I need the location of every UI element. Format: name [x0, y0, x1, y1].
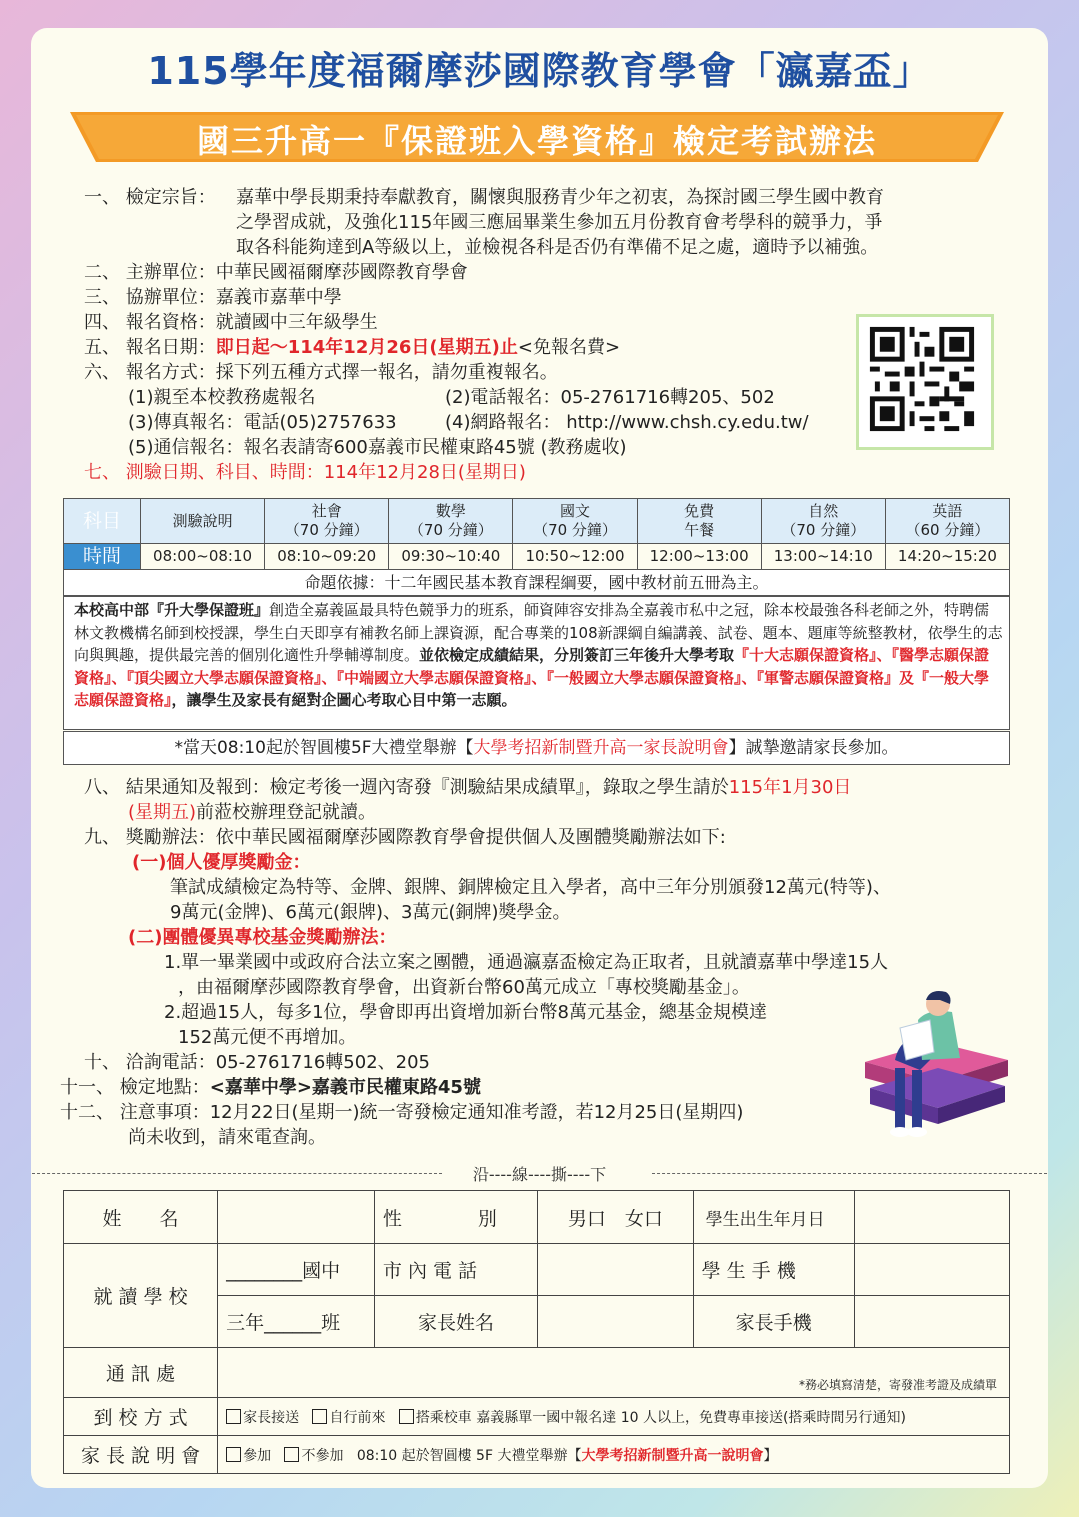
form-row-name — [64, 1191, 1010, 1244]
time-header: 時間 — [64, 544, 141, 570]
registration-form — [63, 1190, 1010, 1474]
parent-name-field[interactable] — [538, 1296, 693, 1348]
subject-header: 科目 — [64, 499, 141, 544]
reward-group-4: 152萬元便不再增加。 — [178, 1027, 357, 1048]
cut-dash-right — [652, 1173, 1047, 1174]
birth-label: 學生出生年月日 — [693, 1191, 854, 1244]
checkbox-not-attend[interactable] — [284, 1447, 299, 1462]
section-10: 十、 洽詢電話：05-2761716轉502、205 — [84, 1052, 430, 1073]
reward-group-1: 1.單一畢業國中或政府合法立案之團體，通過瀛嘉盃檢定為正取者，且就讀嘉華中學達15人 — [164, 952, 889, 973]
form-row-transport — [64, 1398, 1010, 1436]
time-cell: 08:00~08:10 — [141, 544, 265, 570]
transport-label: 到 校 方 式 — [64, 1398, 218, 1436]
basis-row — [64, 570, 1010, 596]
home-phone-label: 市 內 電 話 — [374, 1244, 537, 1296]
qr-code[interactable] — [856, 314, 994, 450]
address-field[interactable] — [218, 1348, 1010, 1398]
checkbox-attend[interactable] — [226, 1447, 241, 1462]
poster-title: 115學年度福爾摩莎國際教育學會「瀛嘉盃」 — [147, 49, 932, 93]
section-2: 二、 主辦單位：中華民國福爾摩莎國際教育學會 — [84, 262, 468, 283]
section-1-label: 一、 檢定宗旨： — [84, 187, 216, 208]
home-phone-field[interactable] — [538, 1244, 693, 1296]
time-cell: 13:00~14:10 — [761, 544, 885, 570]
time-row — [64, 544, 1010, 570]
cut-line-label: 沿----線----撕----下 — [472, 1165, 607, 1184]
reg-method-4[interactable]: (4)網路報名： http://www.chsh.cy.edu.tw/ — [445, 412, 809, 433]
reg-method-2: (2)電話報名：05-2761716轉205、502 — [445, 387, 775, 408]
checkbox-self-arrive[interactable] — [312, 1409, 327, 1424]
reg-method-1: (1)親至本校教務處報名 — [128, 387, 316, 408]
birth-field[interactable] — [854, 1191, 1009, 1244]
school-label: 就 讀 學 校 — [64, 1244, 218, 1348]
address-note: *務必填寫清楚，寄發准考證及成績單 — [798, 1378, 997, 1392]
briefing-label: 家 長 說 明 會 — [64, 1436, 218, 1474]
subject-cell: 英語 （60 分鐘） — [885, 499, 1009, 544]
subject-cell: 免費 午餐 — [637, 499, 761, 544]
school-name-field[interactable]: ________國中 — [218, 1244, 375, 1296]
section-4: 四、 報名資格：就讀國中三年級學生 — [84, 312, 378, 333]
section-12-cont: 尚未收到，請來電查詢。 — [128, 1127, 326, 1148]
time-cell: 10:50~12:00 — [513, 544, 637, 570]
cut-line — [32, 1162, 1047, 1186]
promo-box: 本校高中部『升大學保證班』創造全嘉義區最具特色競爭力的班系，師資陣容安排為全嘉義市私中之冠，除本校最強各科老師之外，特聘儒林文教機構名師到校授課，學生白天即享有補教名師上課資源，配合專業的108新課綱自編講義、試卷、題本、題庫等統整教材，依學生的志向與興趣，提供最完善的個別化適性升學輔導制度。並依檢定成績結果，分別簽訂三年後升大學考取『十大志願保證資格』、『醫學志願保證資格』、『頂尖國立大學志願保證資格』、『中端國立大學志願保證資格』、『一般國立大學志願保證資格』、『軍警志願保證資格』及『一般大學志願保證資格』，讓學生及家長有絕對企圖心考取心目中第一志願。 — [63, 596, 1010, 730]
subject-cell: 國文 （70 分鐘） — [513, 499, 637, 544]
section-6: 六、 報名方式：採下列五種方式擇一報名，請勿重複報名。 — [84, 362, 558, 383]
section-1-line2: 之學習成就，及強化115年國三應屆畢業生參加五月份教育會考學科的競爭力，爭 — [236, 212, 883, 233]
time-cell: 09:30~10:40 — [389, 544, 513, 570]
exam-schedule-table — [63, 498, 1010, 596]
subject-cell: 自然 （70 分鐘） — [761, 499, 885, 544]
parent-mobile-label: 家長手機 — [693, 1296, 854, 1348]
section-11: 十一、 檢定地點：<嘉華中學>嘉義市民權東路45號 — [60, 1077, 481, 1098]
student-reading-illustration — [860, 990, 1010, 1150]
reg-method-5: (5)通信報名：報名表請寄600嘉義市民權東路45號 (教務處收) — [128, 437, 627, 458]
title-banner — [70, 112, 1004, 162]
address-label: 通 訊 處 — [64, 1348, 218, 1398]
reward-group-title: (二)團體優異專校基金獎勵辦法： — [128, 927, 397, 948]
section-1-line3: 取各科能夠達到A等級以上，並檢視各科是否仍有準備不足之處，適時予以補強。 — [236, 237, 879, 258]
reward-individual-1: 筆試成績檢定為特等、金牌、銀牌、銅牌檢定且入學者，高中三年分別頒發12萬元(特等)、 — [170, 877, 891, 898]
mobile-field[interactable] — [854, 1244, 1009, 1296]
section-5: 五、 報名日期：即日起～114年12月26日(星期五)止<免報名費> — [84, 337, 621, 358]
form-row-briefing — [64, 1436, 1010, 1474]
parent-mobile-field[interactable] — [854, 1296, 1009, 1348]
time-cell: 14:20~15:20 — [885, 544, 1009, 570]
gender-options[interactable]: 男口 女口 — [538, 1191, 693, 1244]
name-label: 姓 名 — [64, 1191, 218, 1244]
name-field[interactable] — [218, 1191, 375, 1244]
gender-label: 性 別 — [374, 1191, 537, 1244]
checkbox-parent-pickup[interactable] — [226, 1409, 241, 1424]
reward-group-3: 2.超過15人，每多1位，學會即再出資增加新台幣8萬元基金，總基金規模達 — [164, 1002, 767, 1023]
subject-row — [64, 499, 1010, 544]
checkbox-school-bus[interactable] — [399, 1409, 414, 1424]
section-12: 十二、 注意事項：12月22日(星期一)統一寄發檢定通知准考證，若12月25日(星期四) — [60, 1102, 744, 1123]
briefing-options: 參加 不參加 08:10 起於智圓樓 5F 大禮堂舉辦【大學考招新制暨升高一說明會】 — [218, 1436, 1010, 1474]
subject-cell: 社會 （70 分鐘） — [265, 499, 389, 544]
section-1-line1: 嘉華中學長期秉持奉獻教育，關懷與服務青少年之初衷，為探討國三學生國中教育 — [236, 187, 884, 208]
form-row-school — [64, 1244, 1010, 1296]
class-field[interactable]: 三年______班 — [218, 1296, 375, 1348]
parent-name-label: 家長姓名 — [374, 1296, 537, 1348]
form-row-address — [64, 1348, 1010, 1398]
reward-individual-2: 9萬元(金牌)、6萬元(銀牌)、3萬元(銅牌)獎學金。 — [170, 902, 571, 923]
briefing-notice: *當天08:10起於智圓樓5F大禮堂舉辦【大學考招新制暨升高一家長說明會】誠摯邀請家長參加。 — [63, 731, 1010, 765]
subject-cell: 測驗說明 — [141, 499, 265, 544]
reward-group-2: ，由福爾摩莎國際教育學會，出資新台幣60萬元成立「專校獎勵基金」。 — [178, 977, 750, 998]
section-8-cont: (星期五)前蒞校辦理登記就讀。 — [128, 802, 377, 823]
time-cell: 12:00~13:00 — [637, 544, 761, 570]
transport-options: 家長接送 自行前來 搭乘校車 嘉義縣單一國中報名達 10 人以上，免費專車接送(搭乘時間另行通知) — [218, 1398, 1010, 1436]
time-cell: 08:10~09:20 — [265, 544, 389, 570]
qr-code-icon — [859, 317, 985, 441]
reg-method-3: (3)傳真報名：電話(05)2757633 — [128, 412, 397, 433]
reward-individual-title: (一)個人優厚獎勵金： — [132, 852, 311, 873]
banner-text: 國三升高一『保證班入學資格』檢定考試辦法 — [196, 122, 877, 160]
mobile-label: 學 生 手 機 — [693, 1244, 854, 1296]
section-9: 九、 獎勵辦法：依中華民國福爾摩莎國際教育學會提供個人及團體獎勵辦法如下: — [84, 827, 726, 848]
section-8: 八、 結果通知及報到：檢定考後一週內寄發『測驗結果成績單』，錄取之學生請於115年1月30日 — [84, 777, 852, 798]
section-7: 七、 測驗日期、科目、時間：114年12月28日(星期日) — [84, 462, 526, 483]
exam-basis: 命題依據：十二年國民基本教育課程綱要，國中教材前五冊為主。 — [64, 570, 1010, 596]
section-3: 三、 協辦單位：嘉義市嘉華中學 — [84, 287, 342, 308]
subject-cell: 數學 （70 分鐘） — [389, 499, 513, 544]
